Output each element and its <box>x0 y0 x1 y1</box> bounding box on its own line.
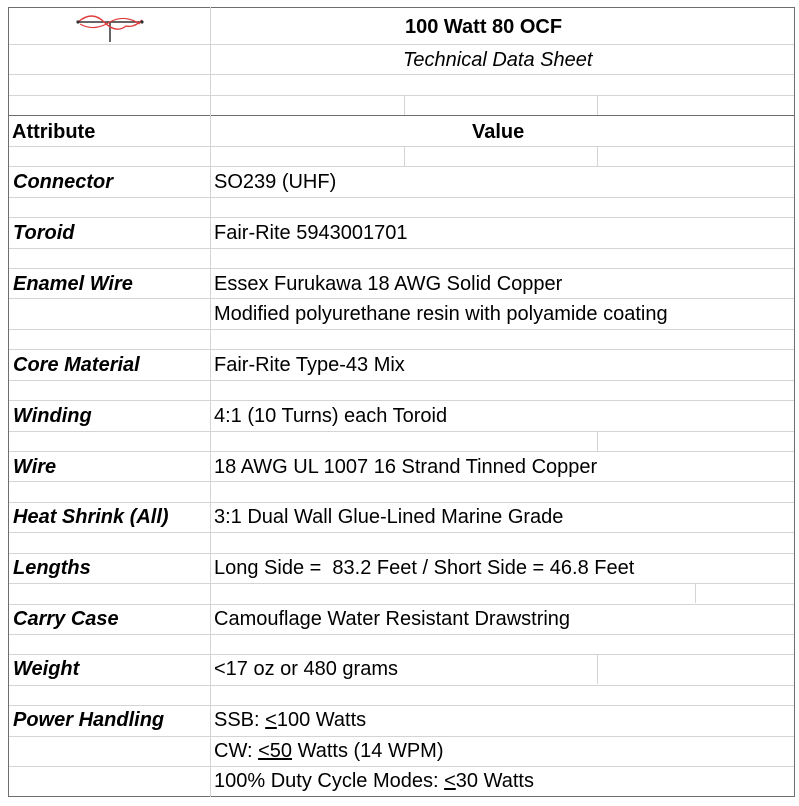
value-connector: SO239 (UHF) <box>214 171 337 193</box>
gridline <box>8 268 795 269</box>
value-wire: 18 AWG UL 1007 16 Strand Tinned Copper <box>214 456 598 478</box>
power-ssb-suffix: 100 Watts <box>276 709 367 731</box>
gridline <box>8 736 795 737</box>
value-enamel-wire-line-2: Modified polyurethane resin with polyamide coating <box>214 303 668 325</box>
power-cw-prefix: CW: <box>214 740 259 762</box>
gridline <box>8 298 795 299</box>
gridline <box>8 248 795 249</box>
gridline <box>8 766 795 767</box>
value-weight: <17 oz or 480 grams <box>214 658 398 680</box>
gridline <box>597 95 598 115</box>
border-top <box>8 7 795 8</box>
attribute-power-handling: Power Handling <box>13 709 165 731</box>
gridline <box>8 502 795 503</box>
attribute-weight: Weight <box>13 658 80 680</box>
power-duty-suffix: 30 Watts <box>455 770 534 792</box>
gridline <box>597 431 598 451</box>
gridline <box>8 166 795 167</box>
value-core-material: Fair-Rite Type-43 Mix <box>214 354 405 376</box>
gridline <box>8 146 795 147</box>
value-power-cw <box>214 741 444 761</box>
attribute-enamel-wire: Enamel Wire <box>13 273 133 295</box>
attribute-wire: Wire <box>13 456 57 478</box>
power-cw-symbol: <50 <box>258 740 293 762</box>
value-carry-case: Camouflage Water Resistant Drawstring <box>214 608 571 630</box>
attribute-toroid: Toroid <box>13 222 75 244</box>
gridline <box>404 146 405 166</box>
gridline <box>695 583 696 603</box>
gridline <box>404 95 405 115</box>
power-ssb-prefix: SSB: <box>214 709 266 731</box>
value-lengths: Long Side = 83.2 Feet / Short Side = 46.8 Feet <box>214 557 635 579</box>
attribute-heat-shrink: Heat Shrink (All) <box>13 506 169 528</box>
value-power-duty-cycle <box>214 771 534 791</box>
gridline <box>8 400 795 401</box>
value-winding: 4:1 (10 Turns) each Toroid <box>214 405 448 427</box>
gridline <box>8 44 795 45</box>
gridline <box>8 705 795 706</box>
gridline <box>8 634 795 635</box>
attribute-carry-case: Carry Case <box>13 608 119 630</box>
gridline <box>8 553 795 554</box>
gridline <box>8 604 795 605</box>
attribute-winding: Winding <box>13 405 92 427</box>
gridline <box>8 217 795 218</box>
power-duty-symbol: < <box>444 770 456 792</box>
value-column-header: Value <box>472 121 525 143</box>
gridline <box>597 146 598 166</box>
gridline <box>8 431 795 432</box>
gridline <box>8 74 795 75</box>
power-duty-prefix: 100% Duty Cycle Modes: <box>214 770 445 792</box>
attribute-column-header: Attribute <box>12 121 96 143</box>
page-title: 100 Watt 80 OCF <box>405 16 563 38</box>
gridline <box>8 95 795 96</box>
power-ssb-symbol: < <box>265 709 277 731</box>
power-cw-suffix: Watts (14 WPM) <box>292 740 444 762</box>
gridline <box>8 380 795 381</box>
value-toroid: Fair-Rite 5943001701 <box>214 222 408 244</box>
value-enamel-wire-line-1: Essex Furukawa 18 AWG Solid Copper <box>214 273 563 295</box>
gridline <box>8 329 795 330</box>
gridline <box>8 451 795 452</box>
value-heat-shrink: 3:1 Dual Wall Glue-Lined Marine Grade <box>214 506 564 528</box>
gridline <box>8 349 795 350</box>
border-bottom <box>8 796 795 797</box>
gridline <box>8 654 795 655</box>
gridline <box>8 481 795 482</box>
gridline <box>8 532 795 533</box>
gridline <box>8 685 795 686</box>
gridline <box>8 583 795 584</box>
attribute-core-material: Core Material <box>13 354 140 376</box>
antenna-logo-icon <box>74 12 146 44</box>
value-power-ssb <box>214 710 366 730</box>
attribute-connector: Connector <box>13 171 113 193</box>
gridline <box>597 654 598 684</box>
header-rule <box>8 115 795 116</box>
column-divider <box>210 7 211 797</box>
gridline <box>8 197 795 198</box>
border-left <box>8 7 9 797</box>
page-subtitle: Technical Data Sheet <box>403 49 593 71</box>
border-right <box>794 7 795 797</box>
attribute-lengths: Lengths <box>13 557 91 579</box>
